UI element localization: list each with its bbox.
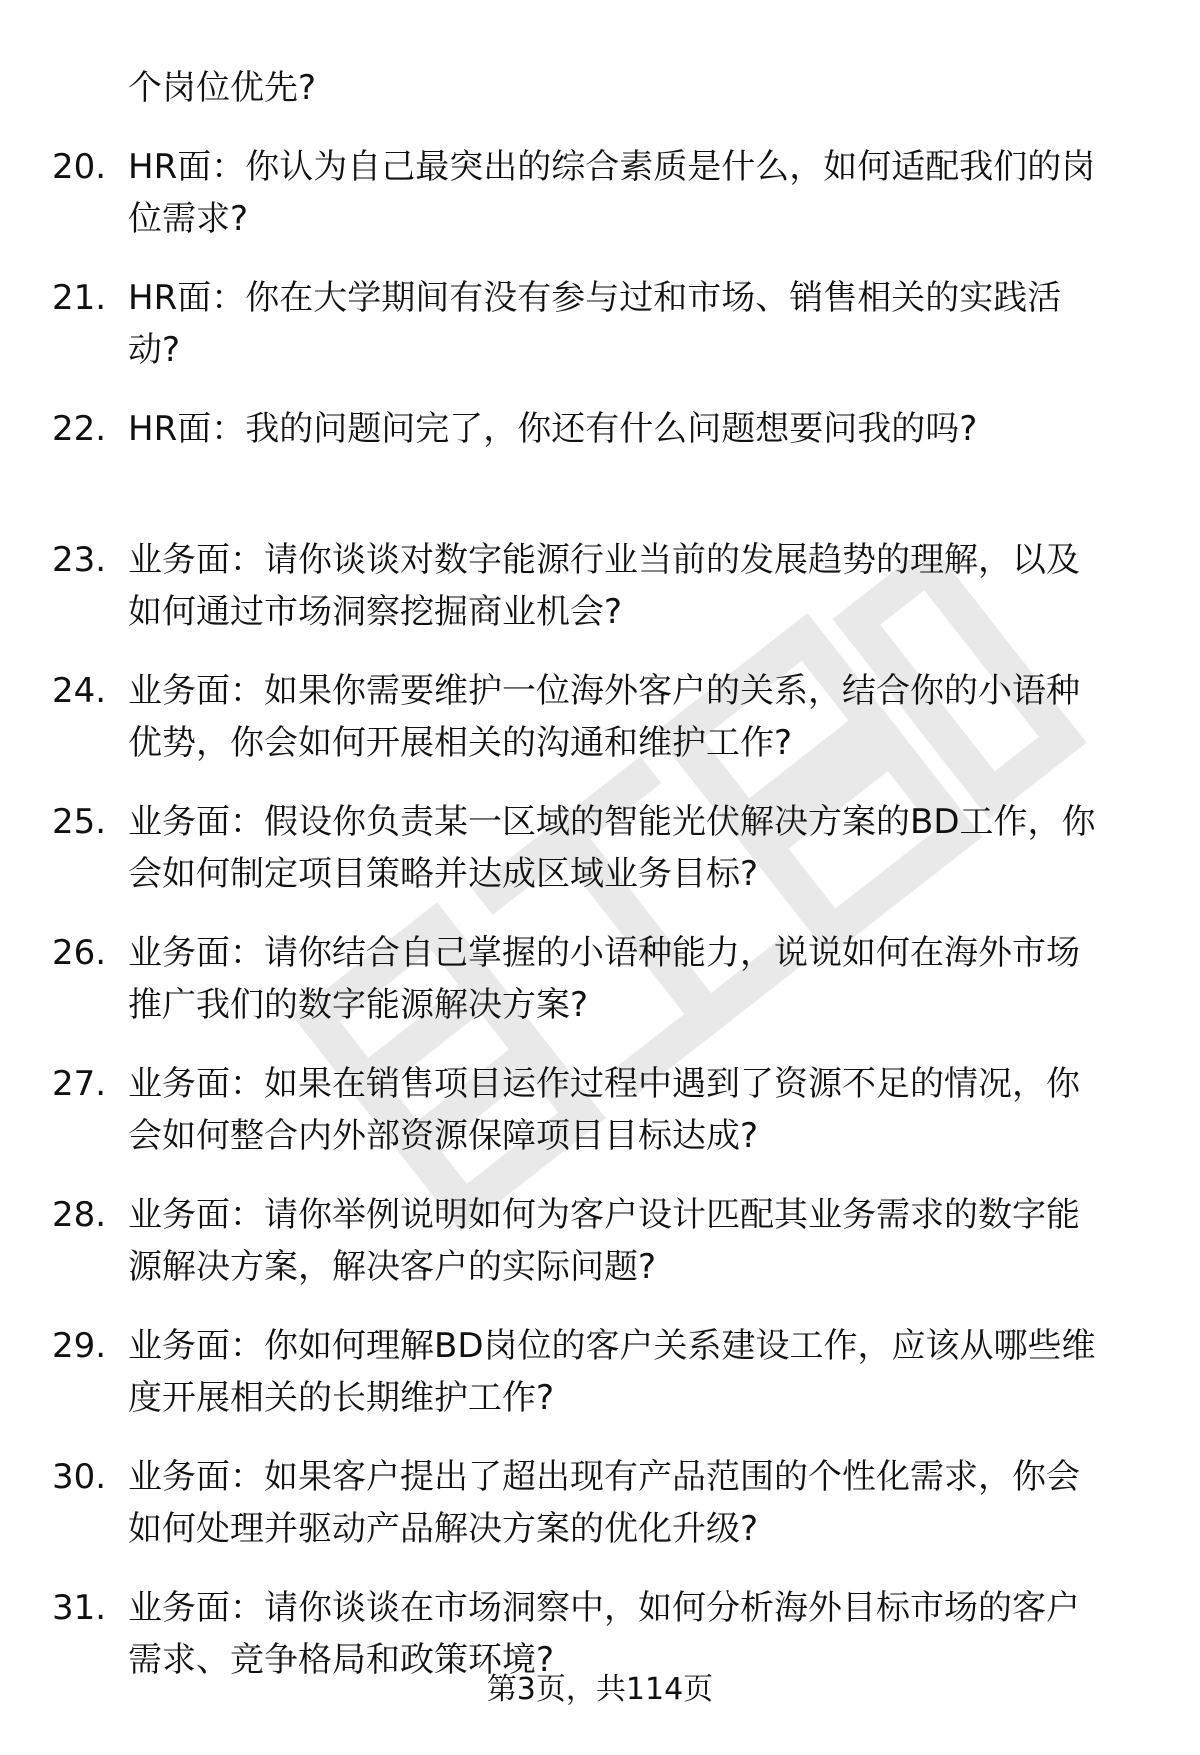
question-number: 20.	[52, 147, 107, 187]
question-item	[0, 1058, 1200, 1189]
question-item	[0, 1451, 1200, 1582]
question-text-line: 动?	[128, 330, 181, 370]
question-text	[128, 1320, 1158, 1424]
question-number: 30.	[52, 1457, 107, 1497]
question-text-line: HR面：我的问题问完了，你还有什么问题想要问我的吗?	[128, 409, 978, 449]
question-text-line: 业务面：如果客户提出了超出现有产品范围的个性化需求，你会	[128, 1457, 1080, 1497]
question-text-line: 业务面：你如何理解BD岗位的客户关系建设工作，应该从哪些维	[128, 1326, 1096, 1366]
question-text-line: 推广我们的数字能源解决方案?	[128, 985, 589, 1025]
question-item	[0, 141, 1200, 272]
continuation-line: 个岗位优先?	[128, 68, 317, 108]
question-text-line: 源解决方案，解决客户的实际问题?	[128, 1247, 657, 1287]
question-number: 23.	[52, 540, 107, 580]
question-text	[128, 1451, 1158, 1555]
question-text	[128, 796, 1158, 900]
question-text	[128, 1189, 1158, 1293]
question-item	[0, 927, 1200, 1058]
question-number: 25.	[52, 802, 107, 842]
question-text-line: 业务面：假设你负责某一区域的智能光伏解决方案的BD工作，你	[128, 802, 1096, 842]
question-text-line: 业务面：请你谈谈对数字能源行业当前的发展趋势的理解，以及	[128, 540, 1080, 580]
question-text-line: 会如何制定项目策略并达成区域业务目标?	[128, 854, 759, 894]
question-text-line: 如何通过市场洞察挖掘商业机会?	[128, 592, 623, 632]
question-text-line: HR面：你在大学期间有没有参与过和市场、销售相关的实践活	[128, 278, 1062, 318]
question-text-line: 业务面：如果你需要维护一位海外客户的关系，结合你的小语种	[128, 671, 1080, 711]
question-text-line: 度开展相关的长期维护工作?	[128, 1378, 555, 1418]
question-item	[0, 403, 1200, 534]
question-text-line: 优势，你会如何开展相关的沟通和维护工作?	[128, 723, 793, 763]
question-item	[0, 1189, 1200, 1320]
question-list	[0, 141, 1200, 1713]
question-text-line: 需求、竞争格局和政策环境?	[128, 1640, 555, 1680]
question-number: 21.	[52, 278, 107, 318]
question-item	[0, 796, 1200, 927]
question-item	[0, 665, 1200, 796]
question-item	[0, 534, 1200, 665]
question-text	[128, 927, 1158, 1031]
question-number: 26.	[52, 933, 107, 973]
question-text	[128, 534, 1158, 638]
question-text	[128, 272, 1158, 376]
question-text-line: 业务面：请你谈谈在市场洞察中，如何分析海外目标市场的客户	[128, 1588, 1080, 1628]
question-number: 27.	[52, 1064, 107, 1104]
question-text	[128, 1058, 1158, 1162]
question-text-line: 会如何整合内外部资源保障项目目标达成?	[128, 1116, 759, 1156]
question-number: 22.	[52, 409, 107, 449]
question-item	[0, 1320, 1200, 1451]
question-text	[128, 403, 1158, 455]
question-text	[128, 665, 1158, 769]
question-number: 28.	[52, 1195, 107, 1235]
question-text-line: 业务面：请你结合自己掌握的小语种能力，说说如何在海外市场	[128, 933, 1080, 973]
question-number: 29.	[52, 1326, 107, 1366]
question-text	[128, 141, 1158, 245]
question-text-line: 位需求?	[128, 199, 249, 239]
question-item	[0, 272, 1200, 403]
question-text-line: HR面：你认为自己最突出的综合素质是什么，如何适配我们的岗	[128, 147, 1096, 187]
question-text-line: 业务面：如果在销售项目运作过程中遇到了资源不足的情况，你	[128, 1064, 1080, 1104]
question-number: 24.	[52, 671, 107, 711]
page-footer: 第3页，共114页	[486, 1672, 714, 1707]
question-number: 31.	[52, 1588, 107, 1628]
question-text-line: 如何处理并驱动产品解决方案的优化升级?	[128, 1509, 759, 1549]
question-text-line: 业务面：请你举例说明如何为客户设计匹配其业务需求的数字能	[128, 1195, 1080, 1235]
